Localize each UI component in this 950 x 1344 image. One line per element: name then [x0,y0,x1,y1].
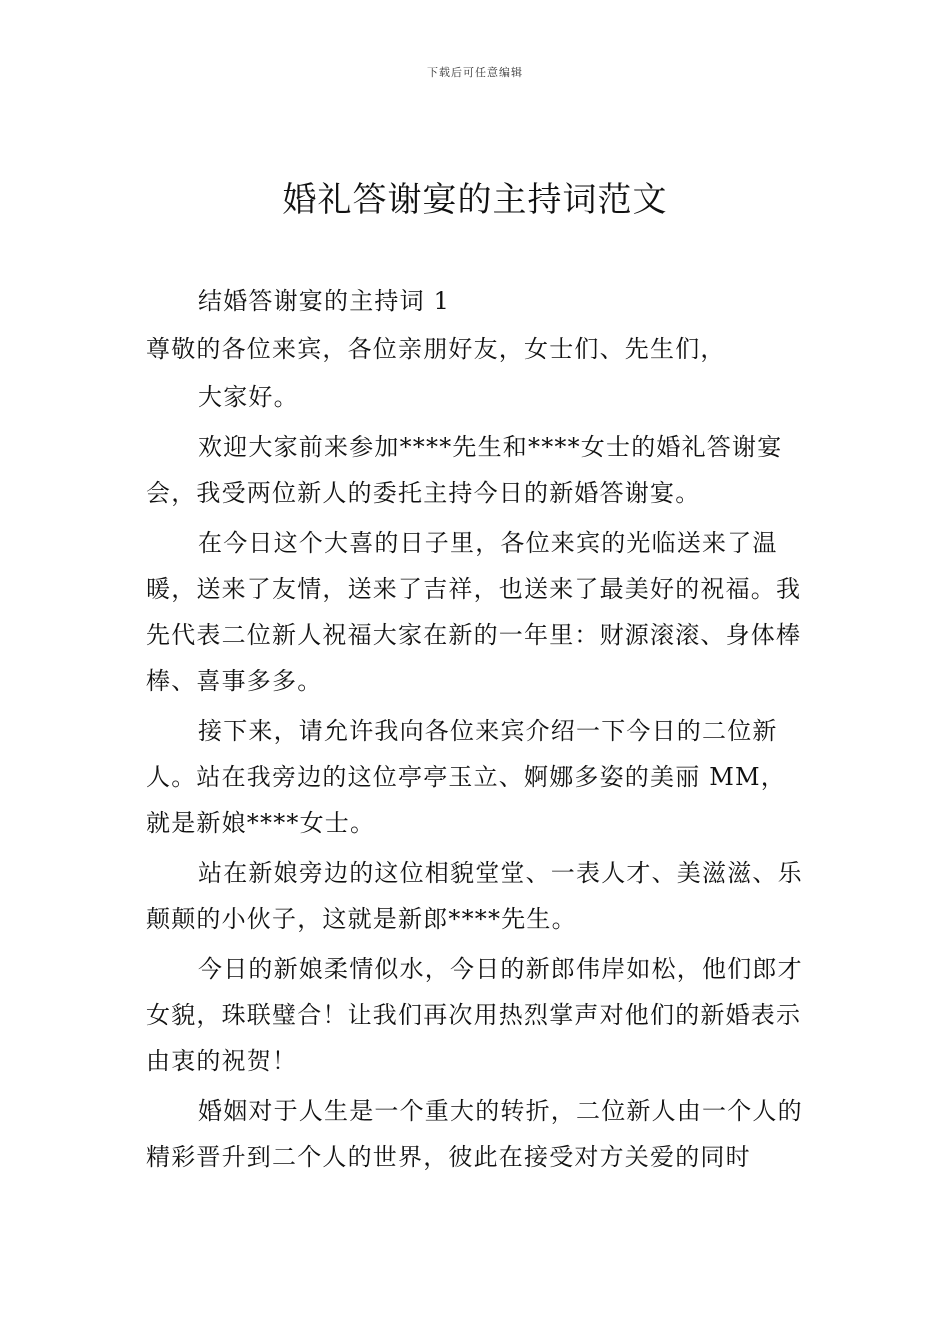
marriage-paragraph: 婚姻对于人生是一个重大的转折，二位新人由一个人的精彩晋升到二个人的世界，彼此在接受对方关爱的同时 [146,1097,803,1171]
blessing-paragraph: 在今日这个大喜的日子里，各位来宾的光临送来了温暖，送来了友情，送来了吉祥，也送来了最美好的祝福。我先代表二位新人祝福大家在新的一年里：财源滚滚、身体棒棒、喜事多多。 [146,529,802,695]
document-title: 婚礼答谢宴的主持词范文 [282,180,668,220]
welcome-paragraph: 欢迎大家前来参加****先生和****女士的婚礼答谢宴会，我受两位新人的委托主持今日的新婚答谢宴。 [146,433,783,507]
salutation-paragraph: 尊敬的各位来宾，各位亲朋好友，女士们、先生们， [146,335,726,363]
page-header-note: 下载后可任意编辑 [427,66,523,79]
greeting-paragraph: 大家好。 [198,383,299,411]
groom-paragraph: 站在新娘旁边的这位相貌堂堂、一表人才、美滋滋、乐颠颠的小伙子，这就是新郎****先生。 [146,859,803,933]
congratulation-paragraph: 今日的新娘柔情似水，今日的新郎伟岸如松，他们郎才女貌，珠联璧合！让我们再次用热烈掌声对他们的新婚表示由衷的祝贺！ [146,955,803,1075]
section-heading: 结婚答谢宴的主持词 1 [198,287,451,315]
document-body [146,278,808,1182]
introduction-paragraph: 接下来，请允许我向各位来宾介绍一下今日的二位新人。站在我旁边的这位亭亭玉立、婀娜多姿的美丽 MM，就是新娘****女士。 [146,717,786,837]
